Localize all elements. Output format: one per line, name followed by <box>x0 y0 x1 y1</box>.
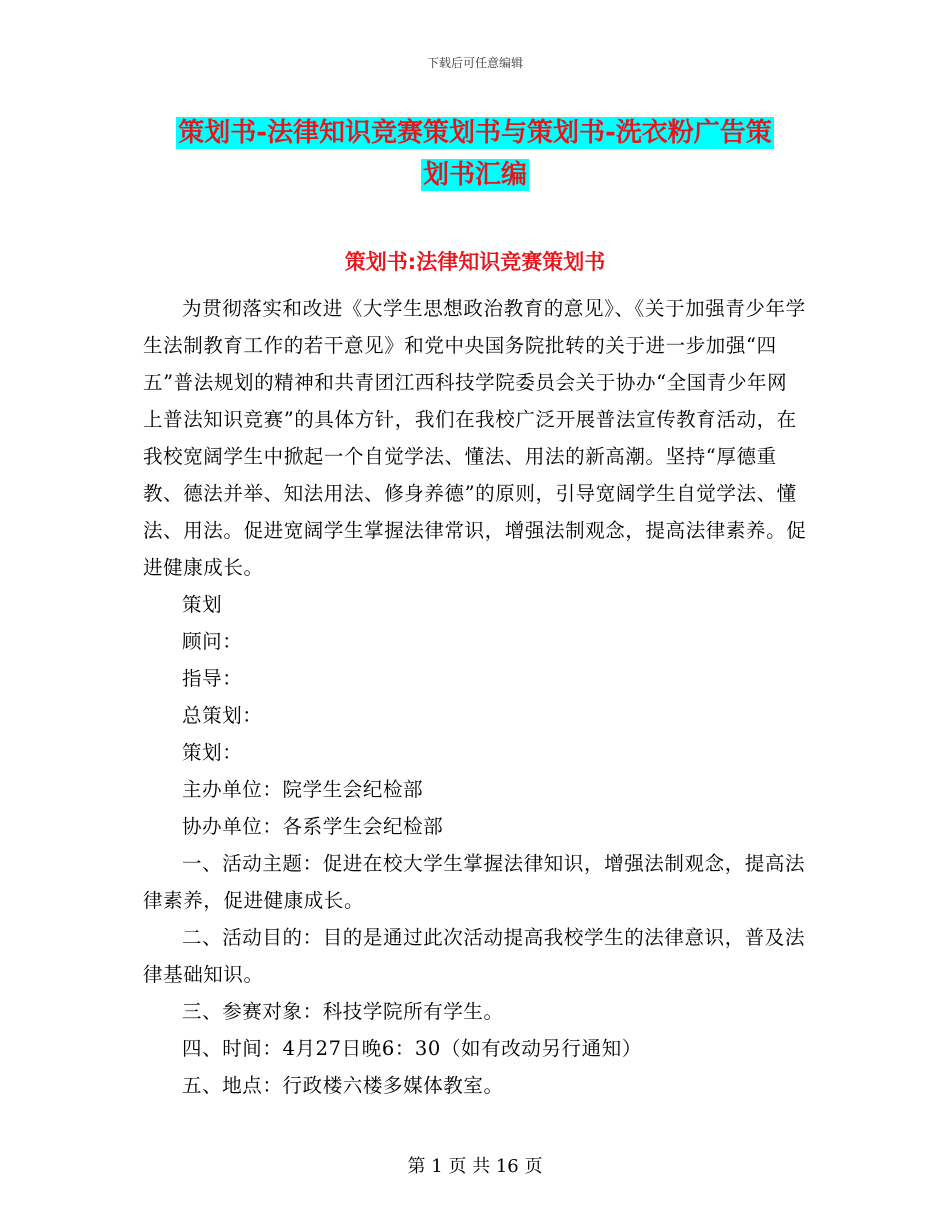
location-line: 五、地点：行政楼六楼多媒体教室。 <box>182 1074 504 1097</box>
activity-purpose-paragraph: 二、活动目的：目的是通过此次活动提高我校学生的法律意识，普及法律基础知识。 <box>143 926 806 986</box>
title-line-1: 策划书-法律知识竞赛策划书与策划书-洗衣粉广告策 <box>178 118 772 148</box>
document-title <box>140 112 810 196</box>
time-line: 四、时间：4月27日晚6：30（如有改动另行通知） <box>182 1037 642 1060</box>
page-header-note: 下载后可任意编辑 <box>426 56 523 70</box>
intro-paragraph: 为贯彻落实和改进《大学生思想政治教育的意见》、《关于加强青少年学生法制教育工作的若干意见》和党中央国务院批转的关于进一步加强“四五”普法规划的精神和共青团江西科技学院委员会关于协办“全国青少年网上普法知识竞赛”的具体方针，我们在我校广泛开展普法宣传教育活动，在我校宽阔学生中掀起一个自觉学法、懂法、用法的新高潮。坚持“厚德重教、德法并举、知法用法、修身养德”的原则，引导宽阔学生自觉学法、懂法、用法。促进宽阔学生掌握法律常识，增强法制观念，提高法律素养。促进健康成长。 <box>143 297 807 579</box>
co-host-unit-line: 协办单位：各系学生会纪检部 <box>182 815 444 838</box>
host-unit-line: 主办单位：院学生会纪检部 <box>182 778 424 801</box>
guidance-line: 指导： <box>182 667 243 690</box>
title-line-2: 划书汇编 <box>422 160 527 190</box>
participants-line: 三、参赛对象：科技学院所有学生。 <box>182 1000 504 1023</box>
planner-line: 策划： <box>182 741 243 764</box>
section-title: 策划书:法律知识竞赛策划书 <box>344 250 606 274</box>
page-footer: 第 1 页 共 16 页 <box>407 1156 543 1177</box>
document-body <box>143 290 807 1104</box>
planning-label: 策划 <box>182 593 223 616</box>
activity-theme-paragraph: 一、活动主题：促进在校大学生掌握法律知识，增强法制观念，提高法律素养，促进健康成长。 <box>143 852 806 912</box>
chief-planner-line: 总策划： <box>182 704 263 727</box>
advisor-line: 顾问： <box>182 630 243 653</box>
